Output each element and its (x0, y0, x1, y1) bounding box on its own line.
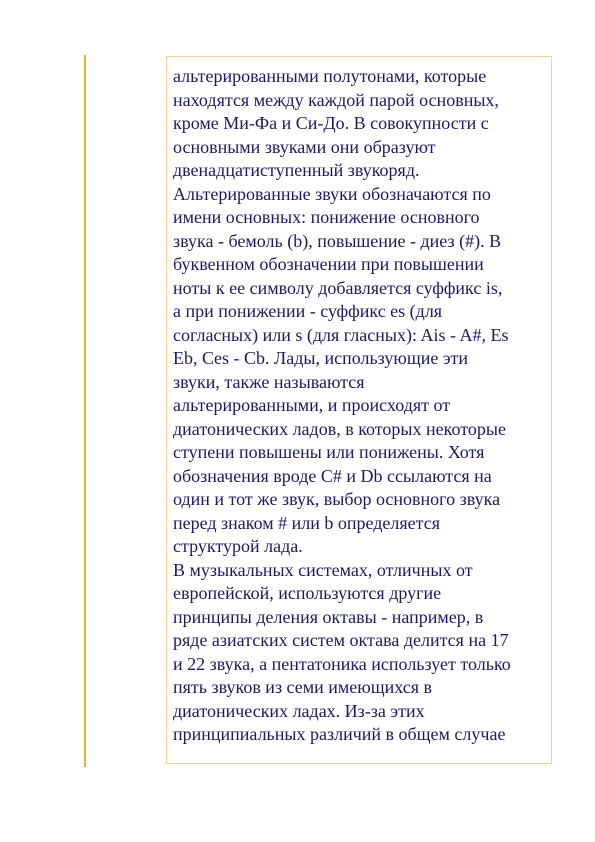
text-line: принципы деления октавы - например, в (173, 606, 484, 627)
text-line: имени основных: понижение основного (173, 207, 480, 227)
text-line: ряде азиатских систем октава делится на 17 (173, 630, 509, 650)
margin-rule (84, 55, 86, 767)
text-line: находятся между каждой парой основных, (173, 89, 499, 110)
text-line: диатонических ладах. Из-за этих (173, 700, 425, 721)
text-line: двенадцатиступенный звукоряд. (173, 160, 420, 180)
text-line: принципиальных различий в общем случае (173, 724, 506, 744)
text-line: пять звуков из семи имеющихся в (173, 677, 432, 697)
text-line: альтерированными полутонами, которые (173, 66, 487, 86)
text-line: перед знаком # или b определяется (173, 512, 441, 533)
body-text (173, 65, 551, 747)
text-line: основными звуками они образуют (173, 136, 436, 157)
text-line: звуки, также называются (173, 371, 365, 392)
text-line: и 22 звука, а пентатоника использует только (173, 653, 511, 674)
text-line: Eb, Ces - Cb. Лады, использующие эти (173, 348, 469, 368)
text-line: В музыкальных системах, отличных от (173, 559, 473, 580)
text-line: Альтерированные звуки обозначаются по (173, 183, 491, 204)
text-line: согласных) или s (для гласных): Ais - A#, Es (173, 324, 509, 345)
text-line: обозначения вроде C# и Db ссылаются на (173, 465, 492, 486)
text-line: а при понижении - суффикс es (для (173, 301, 443, 321)
text-line: европейской, используются другие (173, 583, 442, 603)
text-line: один и тот же звук, выбор основного звука (173, 489, 501, 509)
text-line: ноты к ее символу добавляется суффикс is, (173, 277, 503, 298)
text-line: диатонических ладов, в которых некоторые (173, 418, 506, 439)
text-line: ступени повышены или понижены. Хотя (173, 442, 485, 462)
text-frame (166, 56, 552, 764)
text-line: структурой лада. (173, 536, 303, 556)
text-line: буквенном обозначении при повышении (173, 254, 484, 274)
text-line: альтерированными, и происходят от (173, 395, 451, 415)
text-line: кроме Ми-Фа и Си-До. В совокупности с (173, 113, 489, 133)
text-line: звука - бемоль (b), повышение - диез (#). В (173, 230, 502, 251)
